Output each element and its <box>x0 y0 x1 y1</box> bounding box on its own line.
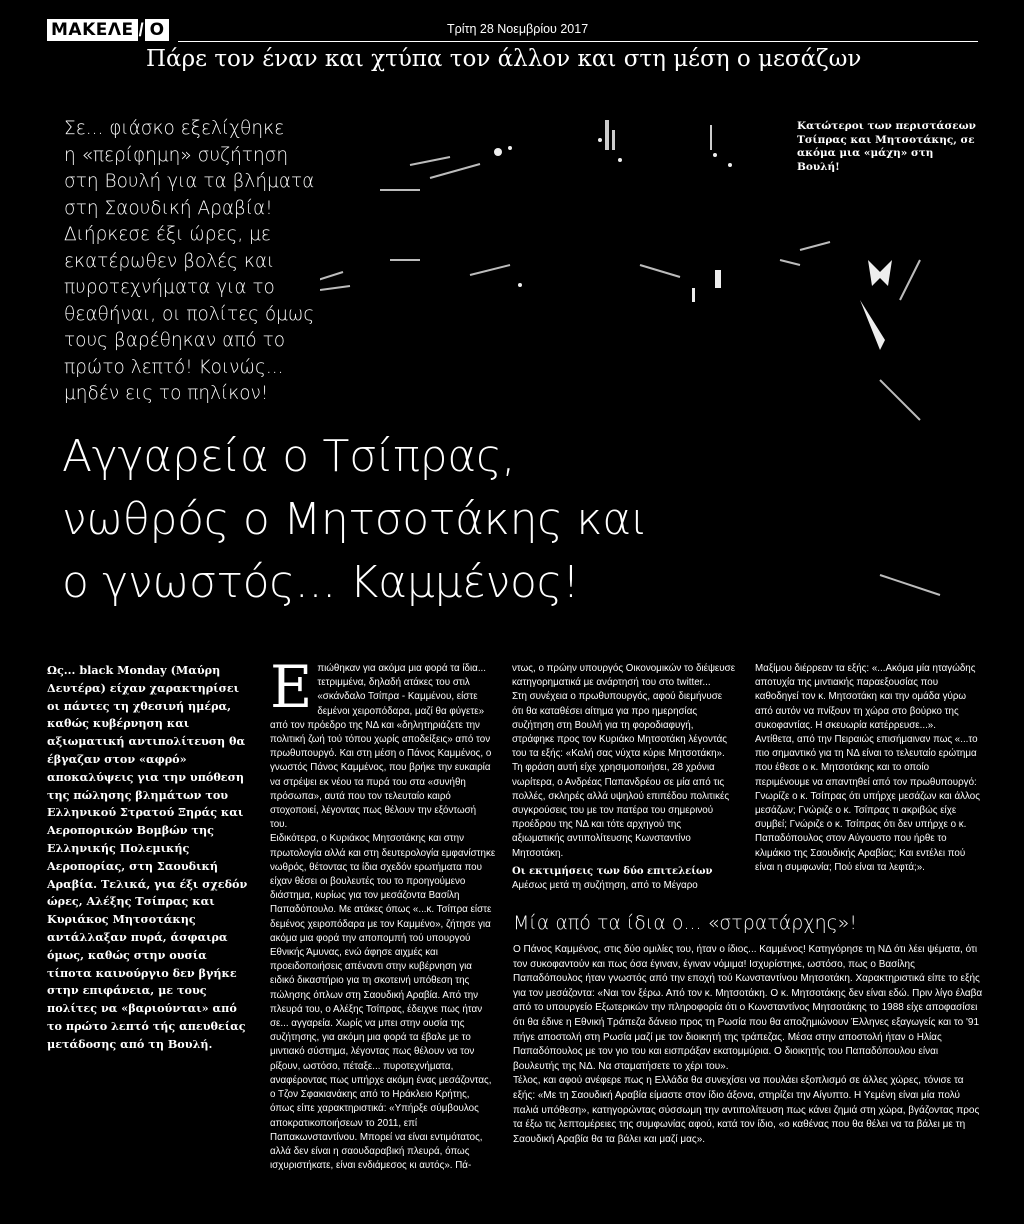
paragraph: Ο Πάνος Καμμένος, στις δύο ομιλίες του, ήταν ο ίδιος... Καμμένος! Κατηγόρησε τη ΝΔ ότι λέει ψέματα, ότι τον συκοφαντούν και πως όσα έγιναν, έγιναν νόμιμα! Ισχυρίστηκε, ωστόσο, πως ο Βασίλης Παπαδόπουλος ήταν γνωστός από την εποχή τού Κωνσταντίνου Μητσοτάκη. Χαρακτηριστικά είπε το εξής για τον μεσάζοντα: «Ναι τον ξέρω. Από τον κ. Μητσοτάκη. Ο κ. Μητσοτάκης δεν είναι εδώ. Πριν λίγο έλαβα από το υπουργείο Εξωτερικών την πληροφορία ότι ο Κωνσταντίνος Μητσοτάκης το 1988 είχε αποφασίσει ότι θα έδινε η Εθνική Τράπεζα δάνειο προς τη Ρωσία που θα αποζημιώνουν Έλληνες εξαγωγείς και το '91 πήγε αποστολή στη Ρωσία μαζί με τον διοικητή της τράπεζας. Μέσα στην αποστολή ήταν ο Ηλίας Παπαδόπουλος με τον γιο του και εισπράξαν εκατομμύρια. Ο διοικητής του Παπαδόπουλου είναι βουλευτής της ΝΔ. Να σταματήσετε το χέρι του». <box>513 944 983 1072</box>
kicker-headline: Πάρε τον έναν και χτύπα τον άλλον και στη μέση ο μεσάζων <box>146 46 862 72</box>
paragraph: Τέλος, και αφού ανέφερε πως η Ελλάδα θα συνεχίσει να πουλάει εξοπλισμό σε άλλες χώρες, τόνισε τα εξής: «Με τη Σαουδική Αραβία είμαστε στον ίδιο άξονα, στηρίζει την Αίγυπτο. Η Υεμένη είναι μία πολύ παλιά υπόθεση», κατηγορώντας σύσσωμη την αντιπολίτευση πως κάνει ζημιά στη χώρα, βγάζοντας προς τα έξω τις λεπτομέρειες της συμφωνίας αφού, κατά τον ίδιο, «ο καθένας που θα θέλει να τα βάλει με τη Σαουδική Αραβία θα τα βάλει και μαζί μας». <box>513 1075 980 1145</box>
issue-date: Τρίτη 28 Νοεμβρίου 2017 <box>447 22 589 36</box>
photo-caption: Κατώτεροι των περιστάσεων Τσίπρας και Μητσοτάκης, σε ακόμα μια «μάχη» στη Βουλή! <box>797 120 976 173</box>
paragraph: Αμέσως μετά τη συζήτηση, από το Μέγαρο <box>512 880 698 892</box>
sidebar-intro: Ως... black Monday (Μαύρη Δευτέρα) είχαν χαρακτηρίσει οι πάντες τη χθεσινή ημέρα, καθώς κυβέρνηση και αξιωματική αντιπολίτευση θα έβγαζαν στον «αφρό» αποκαλύψεις για την υπόθεση της πώλησης βλημάτων του Ελληνικού Στρατού Ξηράς και Αεροπορικών Βομβών της Ελληνικής Πολεμικής Αεροπορίας, στη Σαουδική Αραβία. Τελικά, για έξι σχεδόν ώρες, Αλέξης Τσίπρας και Κυριάκος Μητσοτάκης αντάλλαξαν πυρά, άσφαιρα όμως, καθώς στην ουσία τίποτα καινούργιο δεν βγήκε στην επιφάνεια, με τους πολίτες να «βαριούνται» από το πρώτο λεπτό τής απευθείας μετάδοσης από τη Βουλή. <box>47 663 248 1051</box>
paragraph: Μαξίμου διέρρεαν τα εξής: «...Ακόμα μία ηταγώδης αποτυχία της μιντιακής παραεξουσίας που καθοδηγεί τον κ. Μητσοτάκη και την ομάδα γύρω από αυτόν να πνίξουν τη χώρα στο βούρκο της συκοφαντίας. Η σκευωρία κατέρρευσε...». <box>755 663 976 731</box>
main-headline <box>62 425 782 614</box>
lede-line: στη Βουλή για τα βλήματα <box>64 171 315 192</box>
article-column-1 <box>270 653 496 1173</box>
headline-line: ο γνωστός... Καμμένος! <box>62 557 580 608</box>
paragraph: Αντίθετα, από την Πειραιώς επισήμαιναν πως «...το πιο σημαντικό για τη ΝΔ είναι το τελευταίο ερώτημα που έθεσε ο κ. Μητσοτάκης και το οποίο περιμένουμε να απαντηθεί από τον πρωθυπουργό: Γνωρίζε ο κ. Τσίπρας ότι υπήρχε μεσάζων και άλλος μεσάζων; Γνώριζε ο κ. Τσίπρας τι ακριβώς είχε συμβεί; Γνώριζε ο κ. Τσίπρας ότι δεν υπήρχε ο κ. Παπαδόπουλος στον Αύγουστο που ήρθε το κλιμάκιο της Σαουδικής Αραβίας; Και εντέλει πού είναι η συμφωνία; Πού είναι τα λεφτά;». <box>755 734 980 873</box>
masthead-logo <box>47 19 169 41</box>
lede-line: μηδέν εις το πηλίκον! <box>64 383 269 404</box>
lede-line: Διήρκεσε έξι ώρες, με <box>64 224 271 245</box>
paragraph: Στη συνέχεια ο πρωθυπουργός, αφού διεμήνυσε ότι θα καταθέσει αίτημα για προ ημερησίας συζήτηση στη Βουλή για τη φοροδιαφυγή, στράφηκε προς τον Κυριάκο Μητσοτάκη λέγοντάς του τα εξής: «Καλή σας νύχτα κύριε Μητσοτάκη». Τη φράση αυτή είχε χρησιμοποιήσει, 28 χρόνια νωρίτερα, ο Ανδρέας Παπανδρέου σε μία από τις πολλές, σκληρές αλλά υψηλού επιπέδου πολιτικές συγκρούσεις του με τον πατέρα του σημερινού προέδρου της ΝΔ και τότε αρχηγού της αξιωματικής αντιπολίτευσης Κωνσταντίνο Μητσοτάκη. <box>512 691 730 859</box>
lede-line: εκατέρωθεν βολές και <box>64 250 275 272</box>
lede-line: πυροτεχνήματα για το <box>64 277 275 298</box>
box-text <box>513 943 983 1147</box>
dropcap: Ε <box>270 653 313 721</box>
lede-line: πρώτο λεπτό! Κοινώς... <box>64 356 284 378</box>
lede-line: θεαθήναι, οι πολίτες όμως <box>64 303 315 325</box>
lede-line: η «περίφημη» συζήτηση <box>64 144 289 166</box>
article-column-3 <box>755 662 980 875</box>
paragraph: πιώθηκαν για ακόμα μια φορά τα ίδια... τετριμμένα, δηλαδή ατάκες του στιλ «σκάνδαλο Τσίπρα - Καμμένου, είστε δεμένοι χειροπόδαρα, μαζί θα φύγετε» από τον πρόεδρο της ΝΔ και «δηλητηριάζετε την πολιτική ζωή τού τόπου χωρίς αποδείξεις» από τον πρωθυπουργό. Και στη μέση ο Πάνος Καμμένος, ο γνωστός Πάνος Καμμένος, που βρήκε την ευκαιρία να στρέψει εκ νέου τα πυρά του στα «συνήθη πρόσωπα», αυτά που τον τελευταίο καιρό στοχοποιεί, λέγοντας πως θέλουν την εξόντωσή του. <box>270 663 492 831</box>
box-heading: Μία από τα ίδια ο... «στρατάρχης»! <box>513 912 858 934</box>
subheading: Οι εκτιμήσεις των δύο επιτελείων <box>512 865 713 877</box>
article-column-2 <box>512 662 736 893</box>
paragraph: Ειδικότερα, ο Κυριάκος Μητσοτάκης και στην πρωτολογία αλλά και στη δευτερολογία εμφανίστηκε νωθρός, θέτοντας τα ίδια σχεδόν ερωτήματα που είχαν θέσει οι βουλευτές του το προηγούμενο διάστημα, κυρίως για τον μεσάζοντα Βασίλη Παπαδόπουλο. Με ατάκες όπως «...κ. Τσίπρα είστε δεμένος χειροπόδαρα με τον Καμμένο», ζήτησε για ακόμα μια φορά την αποπομπή τού υπουργού Εθνικής Άμυνας, ενώ άφησε αιχμές και προειδοποιήσεις απέναντι στην κυβέρνηση για ειδικό δικαστήριο για τη σκοτεινή υπόθεση της πώλησης όπλων στη Σαουδική Αραβία. Από την πλευρά του, ο Αλέξης Τσίπρας, έδειχνε πως ήταν σε... αγγαρεία. Χωρίς να μπει στην ουσία της συζήτησης, για ακόμη μια φορά τα έβαλε με το μιντιακό σύστημα, λέγοντας πως θέλουν να τον ρίξουν, ωστόσο, πέταξε... πυροτεχνήματα, αναφέροντας πως υπήρχε ακόμη ένας μεσάζοντας, ο Τζον Σφακιανάκης από το Ηράκλειο Κρήτης, όπως είπε χαρακτηριστικά: «Υπήρξε σύμβουλος αποκρατικοποιήσεων το 2011, επί Παπακωνσταντίνου. Μπορεί να είναι εντιμότατος, αλλά δεν είναι η σαουδαραβική πλευρά, όπως ισχυριστήκατε, είναι ενδιάμεσος κι αυτός». Πά- <box>270 833 496 1172</box>
lede-line: στη Σαουδική Αραβία! <box>64 197 273 219</box>
logo-end: Ο <box>145 19 169 41</box>
header-rule <box>178 41 978 42</box>
paragraph: ντως, ο πρώην υπουργός Οικονομικών το διέψευσε κατηγορηματικά με ανάρτησή του στο twitter... <box>512 663 736 689</box>
logo-slash: / <box>138 20 144 40</box>
lede-line: τους βαρέθηκαν από το <box>64 330 286 351</box>
headline-line: νωθρός ο Μητσοτάκης και <box>62 494 648 545</box>
lede-line: Σε... φιάσκο εξελίχθηκε <box>64 118 285 139</box>
lede-text <box>64 116 324 408</box>
headline-line: Αγγαρεία ο Τσίπρας, <box>62 431 516 482</box>
logo-main: ΜΑΚΕΛΕ <box>47 19 138 41</box>
